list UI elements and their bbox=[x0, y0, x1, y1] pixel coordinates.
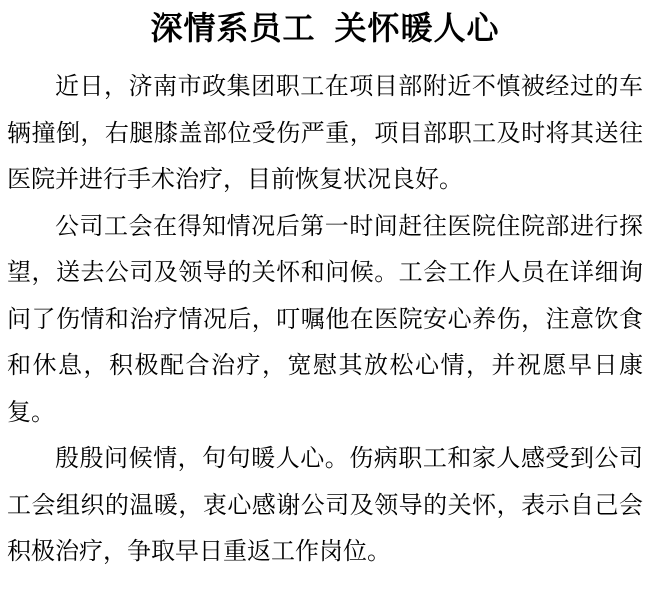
document-title: 深情系员工 关怀暖人心 bbox=[150, 10, 500, 46]
paragraph-injury-report: 近日，济南市政集团职工在项目部附近不慎被经过的车辆撞倒，右腿膝盖部位受伤严重，项目部职工及时将其送往医院并进行手术治疗，目前恢复状况良好。 bbox=[7, 74, 643, 193]
paragraph-union-visit: 公司工会在得知情况后第一时间赶往医院住院部进行探望，送去公司及领导的关怀和问候。工会工作人员在详细询问了伤情和治疗情况后，叮嘱他在医院安心养伤，注意饮食和休息，积极配合治疗，宽慰其放松心情，并祝愿早日康复。 bbox=[7, 213, 643, 426]
document-page bbox=[0, 8, 650, 594]
paragraph-gratitude: 殷殷问候情，句句暖人心。伤病职工和家人感受到公司工会组织的温暖，衷心感谢公司及领导的关怀，表示自己会积极治疗，争取早日重返工作岗位。 bbox=[7, 446, 643, 565]
document-body bbox=[7, 64, 643, 576]
